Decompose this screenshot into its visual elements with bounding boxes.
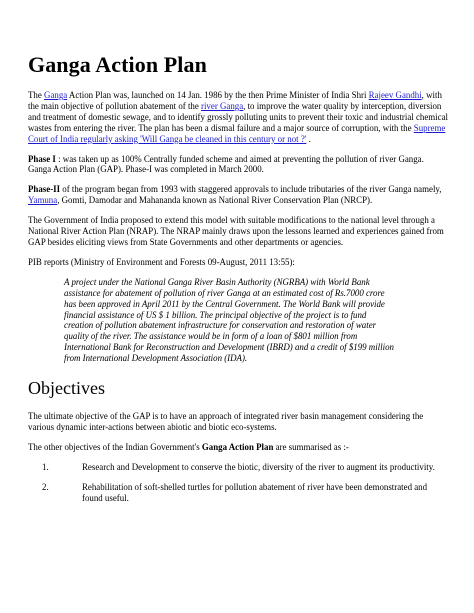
intro-text-1: The bbox=[28, 90, 45, 100]
phase-2-paragraph bbox=[28, 184, 448, 206]
phase-2-label: Phase-II bbox=[28, 184, 61, 195]
other-objectives-paragraph bbox=[28, 442, 448, 453]
other-objectives-bold: Ganga Action Plan bbox=[201, 441, 274, 452]
objectives-list bbox=[28, 462, 448, 504]
list-item-text: Research and Development to conserve the biotic, diversity of the river to augment its productivity. bbox=[82, 461, 435, 472]
phase-1-paragraph bbox=[28, 154, 448, 176]
supreme-court-link[interactable]: Supreme Court of India regularly asking 'Will Ganga be cleaned in this century or not ?' bbox=[28, 122, 446, 144]
pib-quote: A project under the National Ganga River Basin Authority (NGRBA) with World Bank assistance for abatement of pollution of river Ganga at an estimated cost of Rs.7000 crore has been approved in April 2011 by the Central Government. The World Bank will provide financial assistance of US $ 1 billion. The principal objective of the project is to fund creation of pollution abatement infrastructure for conservation and restoration of water quality of the river. The assistance would be in form of a loan of $801 million from International Bank for Reconstruction and Development (IBRD) and a credit of $199 million from International Development Association (IDA). bbox=[64, 276, 394, 364]
intro-text-4: , to improve the water quality by interception, diversion and treatment of domestic sewage, and to identify grossly polluting units to prevent their toxic and industrial chemical wastes from entering the river. The plan has been a dismal failure and a major source of corruption, with the bbox=[28, 100, 448, 133]
objectives-heading: Objectives bbox=[28, 378, 105, 399]
phase-1-label: Phase I bbox=[28, 153, 56, 164]
page-title: Ganga Action Plan bbox=[28, 52, 207, 77]
phase-2-text-2: , Gomti, Damodar and Mahananda known as National River Conservation Plan (NRCP). bbox=[57, 195, 373, 206]
list-item-number: 2. bbox=[42, 481, 49, 492]
list-item bbox=[28, 462, 448, 473]
other-objectives-text-1: The other objectives of the Indian Government's bbox=[28, 441, 202, 452]
phase-2-text-1: of the program began from 1993 with staggered approvals to include tributaries of the river Ganga namely, bbox=[60, 184, 442, 195]
list-item-number: 1. bbox=[42, 461, 49, 472]
nrap-paragraph: The Government of India proposed to extend this model with suitable modifications to the national level through a National River Action Plan (NRAP). The NRAP mainly draws upon the lessons learned and experiences gained from GAP besides eliciting views from State Governments and other departments or agencies. bbox=[28, 215, 444, 247]
phase-1-text: : was taken up as 100% Centrally funded scheme and aimed at preventing the pollution of river Ganga. Ganga Action Plan (GAP). Phase-I was completed in March 2000. bbox=[28, 153, 424, 175]
list-item bbox=[28, 482, 448, 504]
intro-text-3: , with the main objective of pollution abatement of the bbox=[28, 90, 442, 111]
ganga-link[interactable]: Ganga bbox=[44, 90, 68, 100]
ultimate-objective-paragraph: The ultimate objective of the GAP is to have an approach of integrated river basin management considering the various dynamic inter-actions between abiotic and biotic eco-systems. bbox=[28, 411, 424, 432]
intro-paragraph bbox=[28, 90, 448, 145]
river-ganga-link[interactable]: river Ganga bbox=[201, 100, 244, 111]
yamuna-link[interactable]: Yamuna bbox=[28, 195, 58, 206]
other-objectives-text-2: are summarised as :- bbox=[273, 441, 349, 452]
list-item-text: Rehabilitation of soft-shelled turtles for pollution abatement of river have been demonstrated and found useful. bbox=[82, 481, 428, 503]
document-content bbox=[28, 52, 448, 512]
pib-paragraph: PIB reports (Ministry of Environment and Forests 09-August, 2011 13:55): bbox=[28, 256, 295, 267]
intro-text-2: Action Plan was, launched on 14 Jan. 1986 by the then Prime Minister of India Shri bbox=[67, 90, 369, 100]
intro-text-5: . bbox=[306, 133, 311, 144]
rajeev-gandhi-link[interactable]: Rajeev Gandhi bbox=[368, 90, 422, 100]
